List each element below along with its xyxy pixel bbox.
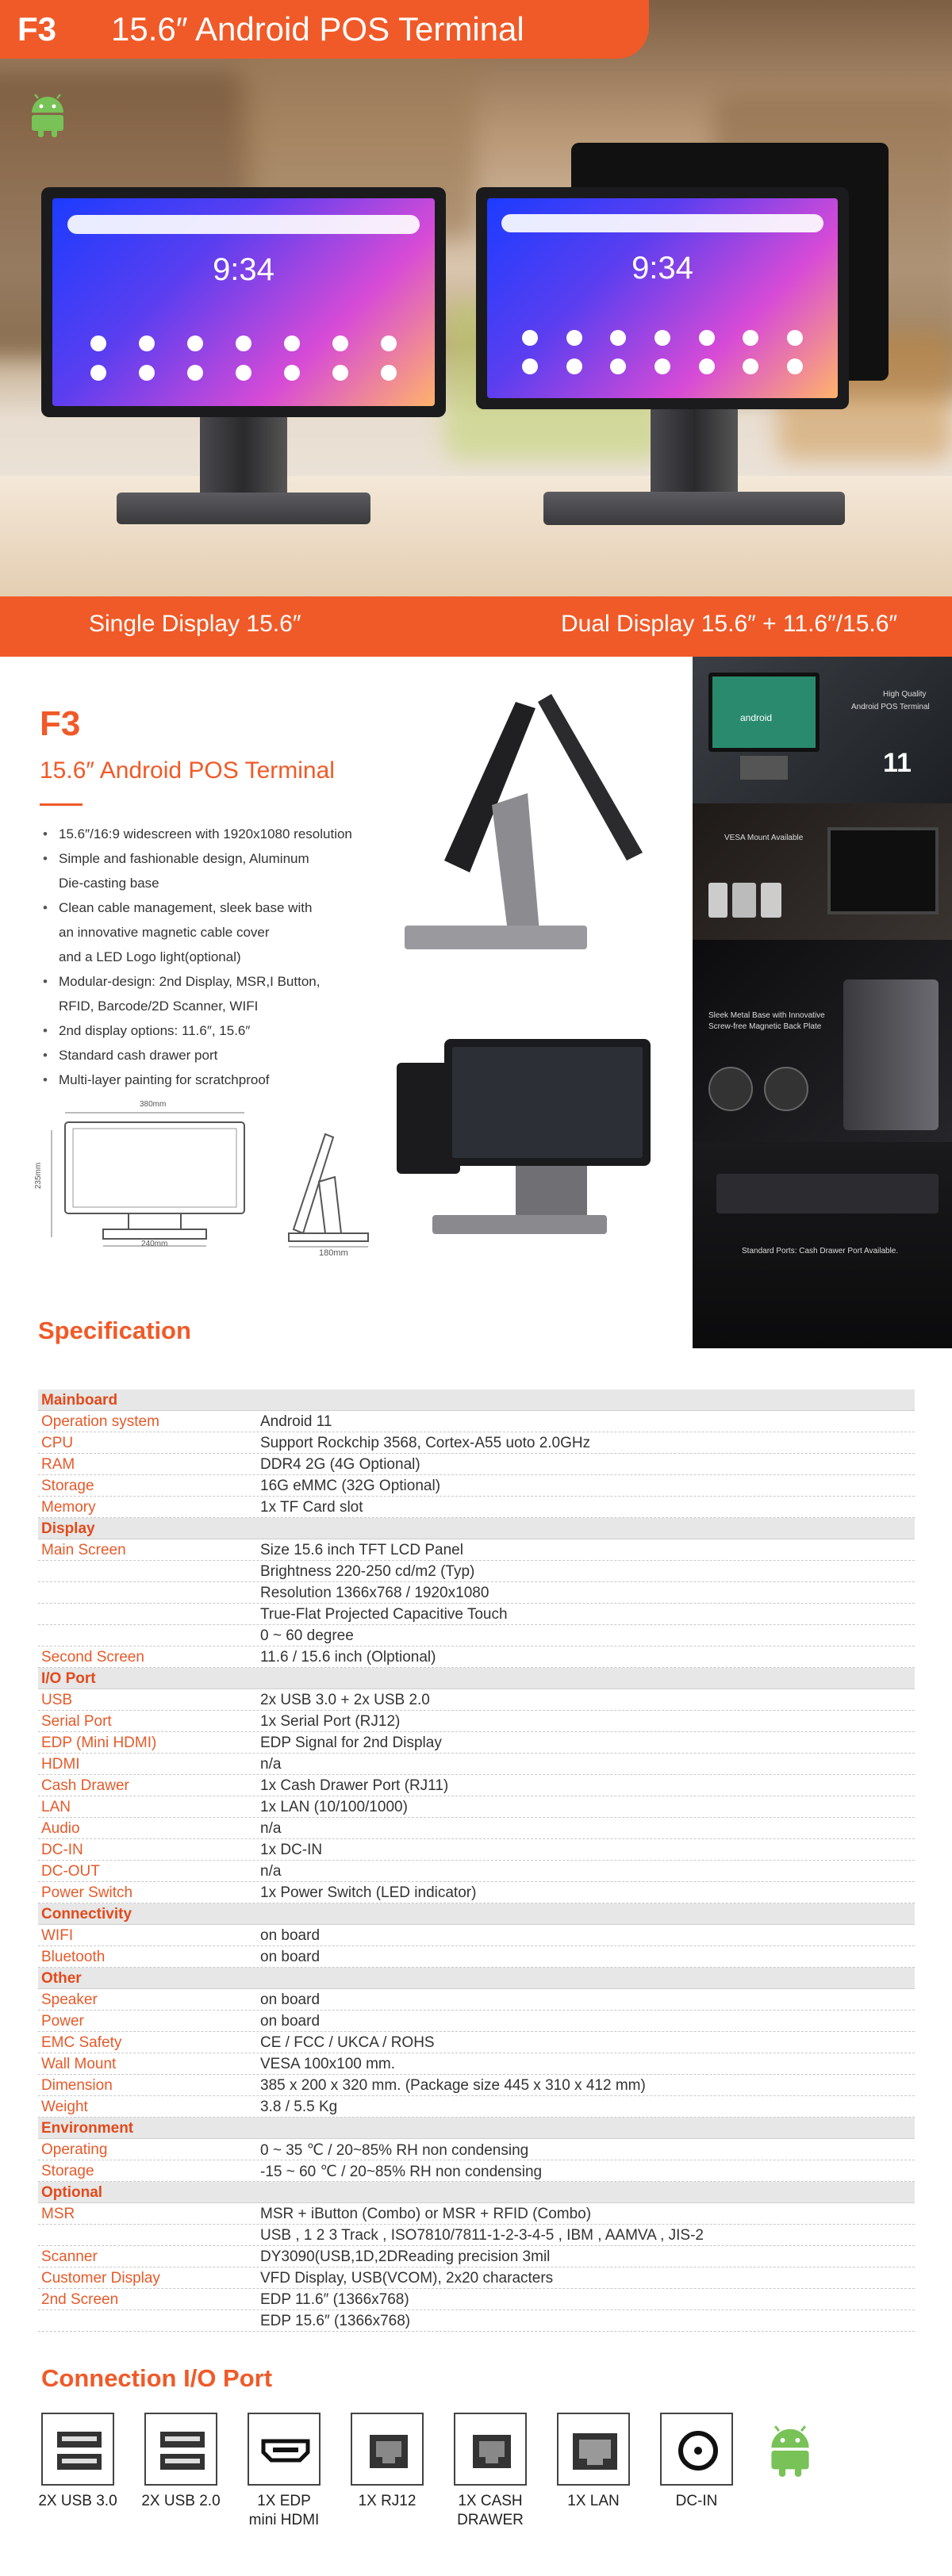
port-label xyxy=(651,2492,743,2511)
android-11-badge: 11 xyxy=(883,748,912,778)
spec-row xyxy=(38,1539,915,1561)
usb-icon xyxy=(41,2413,114,2486)
spec-value: 3.8 / 5.5 Kg xyxy=(260,2099,338,2115)
spec-label: DC-OUT xyxy=(41,1863,100,1880)
spec-section-label: Other xyxy=(41,1970,82,1987)
port-item xyxy=(341,2413,433,2511)
spec-section-label: Environment xyxy=(41,2120,134,2137)
android-icon xyxy=(766,2425,815,2482)
dc-in-icon xyxy=(660,2413,733,2486)
feature-item: • Simple and fashionable design, Aluminum xyxy=(41,846,390,871)
spec-section-header xyxy=(38,2182,915,2203)
port-label-line2: mini HDMI xyxy=(248,2512,320,2528)
spec-label: USB xyxy=(41,1692,73,1708)
spec-row xyxy=(38,2246,915,2267)
product-side-view xyxy=(397,670,666,972)
spec-value: EDP 15.6″ (1366x768) xyxy=(260,2313,411,2329)
spec-row xyxy=(38,2225,915,2246)
spec-section-header xyxy=(38,1903,915,1925)
feature-item: RFID, Barcode/2D Scanner, WIFI xyxy=(59,999,259,1014)
port-label xyxy=(444,2492,536,2530)
spec-value: DY3090(USB,1D,2DReading precision 3mil xyxy=(260,2248,551,2265)
spec-row xyxy=(38,1754,915,1775)
panel-metal-base xyxy=(693,940,952,1142)
spec-label: Customer Display xyxy=(41,2270,160,2287)
spec-label: Power Switch xyxy=(41,1884,133,1901)
spec-value: 0 ~ 35 ℃ / 20~85% RH non condensing xyxy=(260,2142,529,2159)
lan-port-icon xyxy=(557,2413,630,2486)
panel1-sub: Android POS Terminal xyxy=(851,703,930,711)
spec-value: on board xyxy=(260,1949,321,1965)
feature-item: • 2nd display options: 11.6″, 15.6″ xyxy=(41,1018,390,1043)
spec-value: MSR + iButton (Combo) or MSR + RFID (Combo) xyxy=(260,2206,592,2222)
dim-height-label: 235mm xyxy=(34,1162,44,1190)
spec-label: Second Screen xyxy=(41,1649,144,1666)
panel3-line1: Sleek Metal Base with Innovative xyxy=(708,1011,825,1020)
usb-icon xyxy=(144,2413,217,2486)
rj-port-icon xyxy=(351,2413,424,2486)
feature-item: • Clean cable management, sleek base with xyxy=(41,895,390,920)
feature-item: • Modular-design: 2nd Display, MSR,I Button, xyxy=(41,969,390,994)
spec-label: CPU xyxy=(41,1435,74,1451)
spec-label: Wall Mount xyxy=(41,2056,117,2072)
dimension-drawing-side xyxy=(278,1126,389,1261)
spec-value: n/a xyxy=(260,1820,282,1837)
caption-single: Single Display 15.6″ xyxy=(89,611,301,637)
model-name: F3 xyxy=(17,10,57,48)
dim-base-label: 240mm xyxy=(141,1240,168,1248)
spec-value: 1x Cash Drawer Port (RJ11) xyxy=(260,1777,449,1794)
spec-row xyxy=(38,1497,915,1518)
spec-value: 11.6 / 15.6 inch (Olptional) xyxy=(260,1649,436,1666)
port-label-line1: 2X USB 3.0 xyxy=(38,2493,117,2509)
spec-label: Speaker xyxy=(41,1991,98,2008)
panel3-line2: Screw-free Magnetic Back Plate xyxy=(708,1022,822,1031)
spec-label: RAM xyxy=(41,1456,75,1473)
panel-android-terminal xyxy=(693,657,952,803)
spec-label: Operating xyxy=(41,2141,108,2158)
spec-label: 2nd Screen xyxy=(41,2291,119,2308)
spec-label: EDP (Mini HDMI) xyxy=(41,1735,157,1751)
spec-label: Dimension xyxy=(41,2077,113,2094)
screen-clock: 9:34 xyxy=(631,250,693,286)
spec-section-label: Optional xyxy=(41,2184,103,2201)
spec-label: Main Screen xyxy=(41,1542,126,1558)
spec-value: 1x Power Switch (LED indicator) xyxy=(260,1884,477,1901)
spec-row xyxy=(38,1775,915,1796)
spec-section-header xyxy=(38,1518,915,1539)
port-label-line1: 1X LAN xyxy=(567,2493,620,2509)
spec-title: Specification xyxy=(38,1317,191,1344)
port-item xyxy=(135,2413,227,2511)
panel4-text: Standard Ports: Cash Drawer Port Available. xyxy=(742,1247,899,1255)
spec-value: 0 ~ 60 degree xyxy=(260,1627,354,1644)
port-label xyxy=(32,2492,124,2511)
spec-label: Storage xyxy=(41,2163,94,2179)
spec-label: HDMI xyxy=(41,1756,80,1773)
spec-value: VFD Display, USB(VCOM), 2x20 characters xyxy=(260,2270,554,2287)
spec-label: Storage xyxy=(41,1478,94,1494)
spec-label: Weight xyxy=(41,2099,88,2115)
spec-label: LAN xyxy=(41,1799,71,1815)
panel-standard-ports xyxy=(693,1142,952,1348)
single-display-terminal xyxy=(41,187,446,536)
spec-row xyxy=(38,2310,915,2332)
spec-value: USB , 1 2 3 Track , ISO7810/7811-1-2-3-4-5 , IBM , AAMVA , JIS-2 xyxy=(260,2227,704,2244)
port-item xyxy=(444,2413,536,2530)
feature-item: • Multi-layer painting for scratchproof xyxy=(41,1068,390,1092)
panel1-heading: High Quality xyxy=(883,690,927,699)
spec-row xyxy=(38,2267,915,2289)
spec-row xyxy=(38,1946,915,1968)
spec-row xyxy=(38,2160,915,2182)
panel2-text: VESA Mount Available xyxy=(724,834,804,842)
spec-row xyxy=(38,1839,915,1861)
spec-row xyxy=(38,2011,915,2032)
spec-value: True-Flat Projected Capacitive Touch xyxy=(260,1606,508,1623)
dim-depth-label: 180mm xyxy=(319,1248,348,1258)
spec-row xyxy=(38,2203,915,2225)
feature-item: • 15.6″/16:9 widescreen with 1920x1080 resolution xyxy=(41,822,390,846)
spec-row xyxy=(38,1989,915,2011)
title-divider xyxy=(40,803,83,806)
spec-value: CE / FCC / UKCA / ROHS xyxy=(260,2034,435,2051)
spec-section-label: Connectivity xyxy=(41,1906,132,1922)
product-title: 15.6″ Android POS Terminal xyxy=(111,10,524,48)
port-label-line1: 2X USB 2.0 xyxy=(141,2493,221,2509)
port-label xyxy=(341,2492,433,2511)
port-item xyxy=(651,2413,743,2511)
spec-row xyxy=(38,2075,915,2096)
spec-row xyxy=(38,1475,915,1497)
spec-label: Serial Port xyxy=(41,1713,112,1730)
display-screen xyxy=(52,198,435,406)
spec-row xyxy=(38,1454,915,1475)
spec-row xyxy=(38,1882,915,1903)
android-wordmark: android xyxy=(740,712,773,723)
spec-row xyxy=(38,1796,915,1818)
spec-value: Brightness 220-250 cd/m2 (Typ) xyxy=(260,1563,475,1580)
spec-value: n/a xyxy=(260,1863,282,1880)
screen-clock: 9:34 xyxy=(213,252,274,288)
spec-value: EDP 11.6″ (1366x768) xyxy=(260,2291,409,2308)
spec-section-header xyxy=(38,1390,915,1411)
port-label-line1: 1X CASH xyxy=(458,2493,523,2509)
port-label xyxy=(238,2492,330,2530)
spec-label: DC-IN xyxy=(41,1842,83,1858)
port-item xyxy=(547,2413,639,2511)
spec-row xyxy=(38,2096,915,2118)
spec-row xyxy=(38,2053,915,2075)
hdmi-icon xyxy=(248,2413,321,2486)
spec-row xyxy=(38,2289,915,2310)
spec-value: 1x TF Card slot xyxy=(260,1499,363,1516)
port-label-line1: 1X EDP xyxy=(257,2493,311,2509)
spec-value: on board xyxy=(260,1991,321,2008)
spec-row xyxy=(38,1582,915,1604)
spec-row xyxy=(38,1861,915,1882)
spec-row xyxy=(38,1689,915,1711)
spec-value: on board xyxy=(260,2013,321,2030)
spec-label: WIFI xyxy=(41,1927,74,1944)
title-bar xyxy=(0,0,649,59)
spec-label: Power xyxy=(41,2013,84,2030)
feature-title: 15.6″ Android POS Terminal xyxy=(40,757,335,784)
spec-row xyxy=(38,1604,915,1625)
caption-dual: Dual Display 15.6″ + 11.6″/15.6″ xyxy=(561,611,898,637)
spec-row xyxy=(38,1625,915,1646)
product-dual-view xyxy=(397,1031,666,1253)
port-label-line1: DC-IN xyxy=(675,2493,718,2509)
spec-label: MSR xyxy=(41,2206,75,2222)
spec-row xyxy=(38,1432,915,1454)
spec-label: Cash Drawer xyxy=(41,1777,129,1794)
spec-label: Memory xyxy=(41,1499,96,1516)
feature-list xyxy=(41,822,390,1092)
spec-section-label: I/O Port xyxy=(41,1670,96,1687)
ports-title: Connection I/O Port xyxy=(41,2364,273,2392)
feature-model: F3 xyxy=(40,704,81,743)
feature-item: Die-casting base xyxy=(59,876,159,891)
spec-value: 2x USB 3.0 + 2x USB 2.0 xyxy=(260,1692,430,1708)
port-label-line1: 1X RJ12 xyxy=(358,2493,416,2509)
spec-label: Scanner xyxy=(41,2248,98,2265)
spec-value: Android 11 xyxy=(260,1413,332,1430)
spec-value: Resolution 1366x768 / 1920x1080 xyxy=(260,1585,489,1601)
spec-value: 1x LAN (10/100/1000) xyxy=(260,1799,408,1815)
spec-value: Size 15.6 inch TFT LCD Panel xyxy=(260,1542,463,1558)
port-label xyxy=(547,2492,639,2511)
spec-section-header xyxy=(38,2118,915,2139)
spec-row xyxy=(38,1711,915,1732)
spec-value: -15 ~ 60 ℃ / 20~85% RH non condensing xyxy=(260,2164,543,2180)
display-screen xyxy=(487,198,838,398)
spec-row xyxy=(38,1411,915,1432)
spec-row xyxy=(38,2139,915,2160)
feature-item: • Standard cash drawer port xyxy=(41,1043,390,1068)
spec-value: 385 x 200 x 320 mm. (Package size 445 x 310 x 412 mm) xyxy=(260,2077,646,2094)
spec-row xyxy=(38,2032,915,2053)
dual-display-terminal xyxy=(476,143,920,539)
spec-row xyxy=(38,1646,915,1668)
spec-value: 1x Serial Port (RJ12) xyxy=(260,1713,401,1730)
spec-value: 16G eMMC (32G Optional) xyxy=(260,1478,441,1494)
spec-value: on board xyxy=(260,1927,321,1944)
spec-label: EMC Safety xyxy=(41,2034,122,2051)
spec-label: Bluetooth xyxy=(41,1949,106,1965)
feature-item: an innovative magnetic cable cover xyxy=(59,925,270,940)
spec-value: EDP Signal for 2nd Display xyxy=(260,1735,442,1751)
dimension-drawing-front xyxy=(32,1098,262,1249)
rj-port-icon xyxy=(454,2413,527,2486)
spec-row xyxy=(38,1561,915,1582)
spec-row xyxy=(38,1732,915,1754)
spec-value: VESA 100x100 mm. xyxy=(260,2056,396,2072)
spec-value: n/a xyxy=(260,1756,282,1773)
spec-row xyxy=(38,1818,915,1839)
spec-label: Audio xyxy=(41,1820,80,1837)
port-item xyxy=(32,2413,124,2511)
spec-section-header xyxy=(38,1968,915,1989)
spec-row xyxy=(38,1925,915,1946)
android-icon xyxy=(27,94,68,142)
spec-section-label: Mainboard xyxy=(41,1392,118,1409)
feature-item: and a LED Logo light(optional) xyxy=(59,949,241,964)
spec-value: Support Rockchip 3568, Cortex-A55 uoto 2.0GHz xyxy=(260,1435,591,1451)
port-label-line2: DRAWER xyxy=(457,2512,524,2528)
port-item xyxy=(238,2413,330,2530)
spec-section-header xyxy=(38,1668,915,1689)
hero-banner xyxy=(0,0,952,596)
spec-value: DDR4 2G (4G Optional) xyxy=(260,1456,420,1473)
spec-section-label: Display xyxy=(41,1520,95,1537)
spec-label: Operation system xyxy=(41,1413,159,1430)
spec-value: 1x DC-IN xyxy=(260,1842,323,1858)
panel-vesa-mount xyxy=(693,803,952,940)
dim-width-label: 380mm xyxy=(140,1100,167,1109)
spec-table xyxy=(38,1390,915,2332)
port-label xyxy=(135,2492,227,2511)
